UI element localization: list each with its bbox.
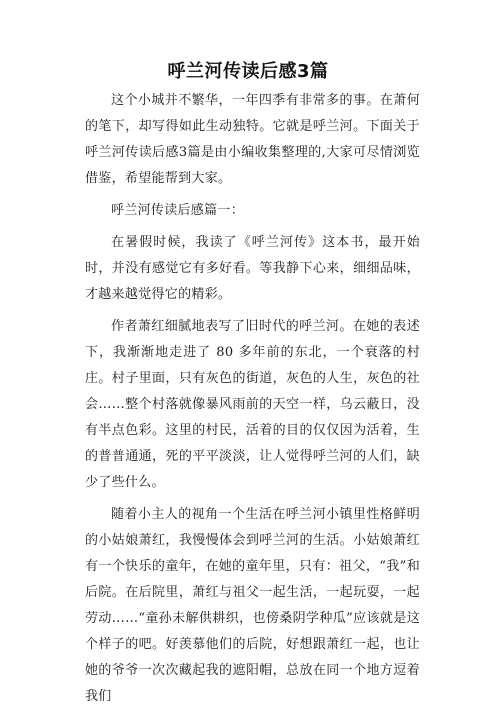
paragraph-childhood: 随着小主人的视角一个生活在呼兰河小镇里性格鲜明的小姑娘萧红，我慢慢体会到呼兰河的生活。小姑娘萧红有一个快乐的童年，在她的童年里，只有：祖父，“我”和后院。在后院里，萧红与祖父一起生活，一起玩耍，一起劳动……“童孙未解供耕织，也傍桑阴学种瓜”应该就是这个样子的吧。好羡慕他们的后院，好想跟萧红一起，也让她的爷爷一次次藏起我的遮阳帽，总放在同一个地方逗着我们 — [85, 507, 420, 704]
paragraph-village: 作者萧红细腻地表写了旧时代的呼兰河。在她的表述下，我渐渐地走进了 80 多年前的东北，一个衰落的村庄。村子里面，只有灰色的街道，灰色的人生，灰色的社会……整个村落就像暴风雨前的天空一样，乌云蔽日，没有半点色彩。这里的村民，活着的目的仅仅因为活着，生的普普通通，死的平平淡淡，让人觉得呼兰河的人们，缺少了些什么。 — [85, 319, 420, 490]
paragraph-section-heading: 呼兰河传读后感篇一： — [111, 203, 245, 218]
paragraph-reading: 在暑假时候，我读了《呼兰河传》这本书，最开始时，并没有感觉它有多好看。等我静下心来，细细品味，才越来越觉得它的精彩。 — [85, 235, 420, 302]
document-body — [85, 88, 420, 716]
paragraph-intro: 这个小城并不繁华，一年四季有非常多的事。在萧何的笔下，却写得如此生动独特。它就是呼兰河。下面关于呼兰河传读后感3篇是由小编收集整理的,大家可尽情浏览借鉴，希望能帮到大家。 — [85, 93, 420, 186]
document-title: 呼兰河传读后感3篇 — [167, 61, 329, 82]
